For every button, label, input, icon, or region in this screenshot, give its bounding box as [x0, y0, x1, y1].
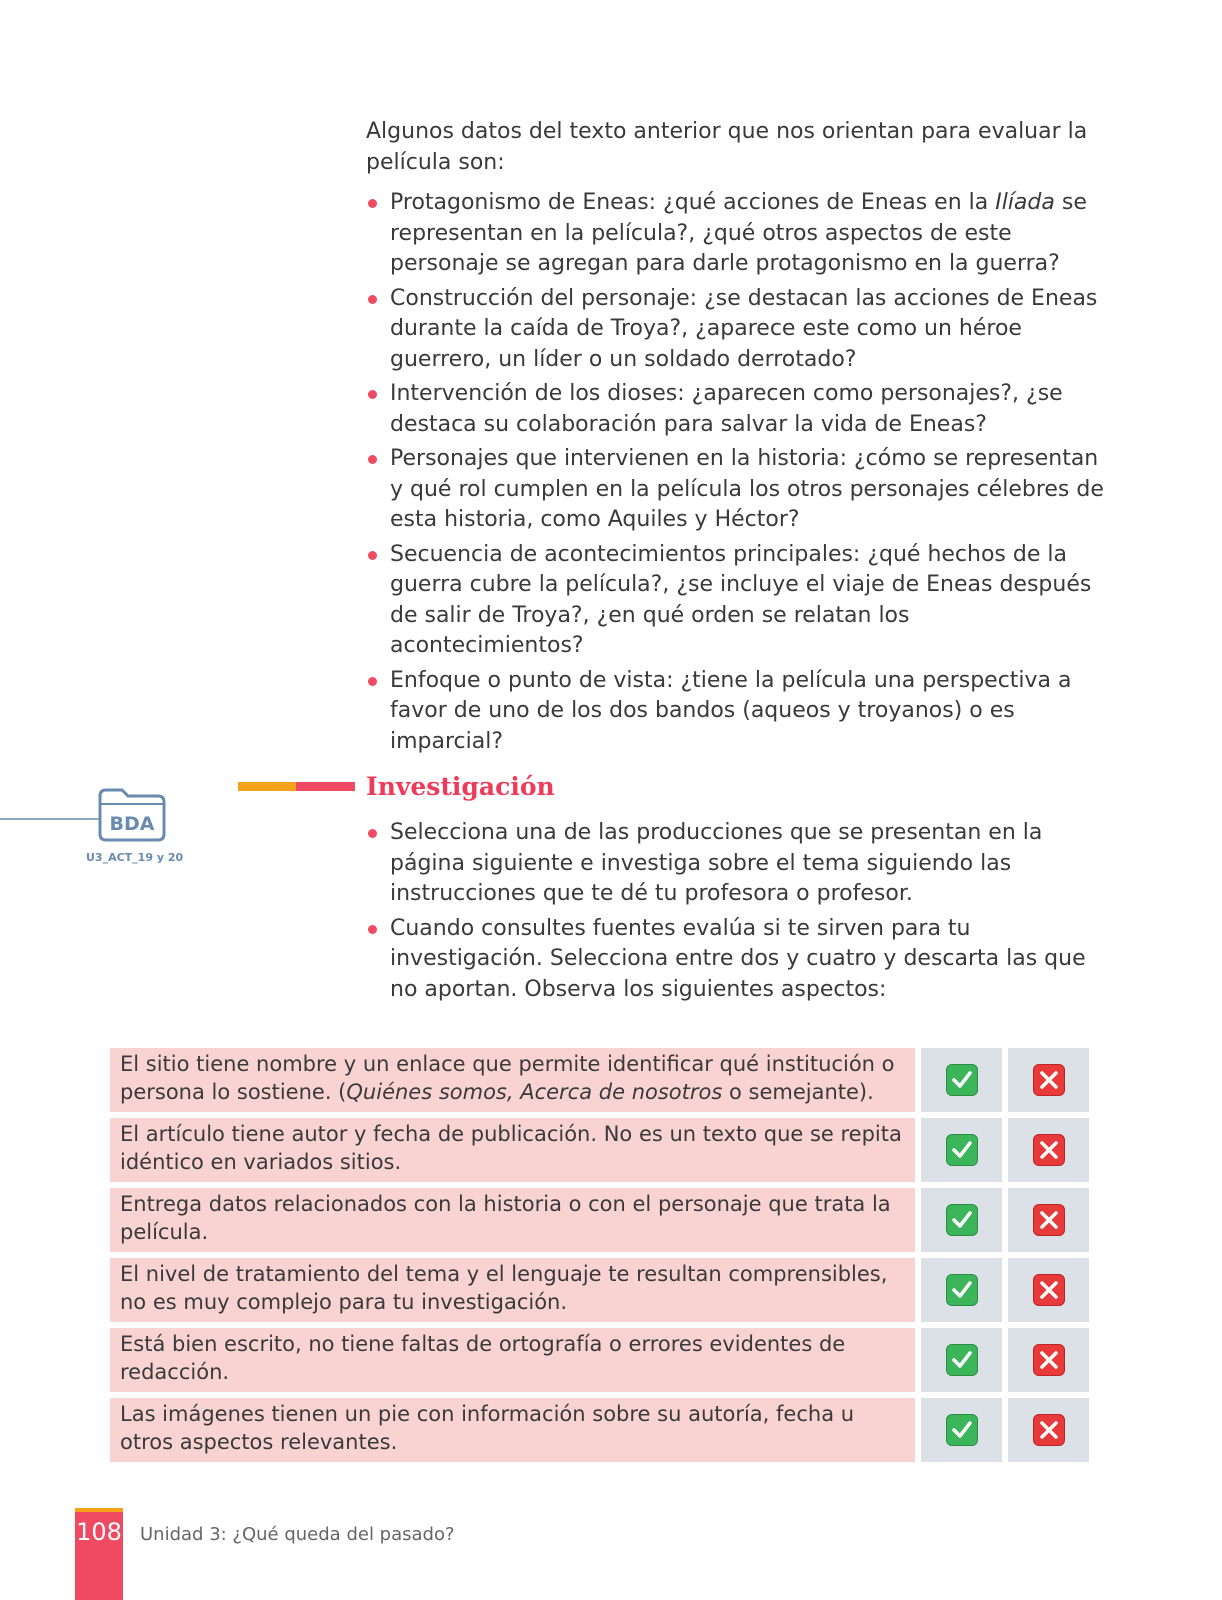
criterion-cell: [110, 1048, 915, 1112]
bda-code: U3_ACT_19 y 20: [86, 851, 184, 864]
list-item: [366, 540, 1106, 662]
table-row: [110, 1118, 1089, 1182]
table-row: [110, 1328, 1089, 1392]
cross-mark-icon[interactable]: [1033, 1134, 1065, 1166]
table-row: [110, 1398, 1089, 1462]
check-cell: [921, 1328, 1002, 1392]
bullet-dot-icon: [368, 295, 377, 304]
check-mark-icon[interactable]: [946, 1204, 978, 1236]
text-segment: Intervención de los dioses: ¿aparecen como personajes?, ¿se destaca su colaboración para salvar la vida de Eneas?: [390, 381, 1063, 437]
cross-cell: [1008, 1048, 1089, 1112]
check-mark-icon[interactable]: [946, 1414, 978, 1446]
list-item-text: Selecciona una de las producciones que se presentan en la página siguiente e investiga sobre el tema siguiendo las instrucciones que te dé tu profesora o profesor.: [390, 820, 1043, 906]
check-cell: [921, 1258, 1002, 1322]
cross-cell: [1008, 1188, 1089, 1252]
list-item: [366, 444, 1106, 536]
cross-mark-icon[interactable]: [1033, 1414, 1065, 1446]
cross-cell: [1008, 1258, 1089, 1322]
text-segment: El artículo tiene autor y fecha de publicación. No es un texto que se repita idéntico en variados sitios.: [120, 1122, 902, 1174]
list-item: [366, 818, 1106, 910]
criterion-cell: [110, 1118, 915, 1182]
text-segment: Enfoque o punto de vista: ¿tiene la película una perspectiva a favor de uno de los dos bandos (aqueos y troyanos) o es imparcial?: [390, 667, 1072, 754]
page-number: 108: [76, 1518, 122, 1546]
table-row: [110, 1048, 1089, 1112]
criterion-cell: [110, 1328, 915, 1392]
table-row: [110, 1188, 1089, 1252]
cross-cell: [1008, 1118, 1089, 1182]
cross-mark-icon[interactable]: [1033, 1344, 1065, 1376]
text-segment: Entrega datos relacionados con la historia o con el personaje que trata la película.: [120, 1192, 891, 1244]
bullet-dot-icon: [368, 455, 377, 464]
bullet-dot-icon: [368, 390, 377, 399]
intro-paragraph: Algunos datos del texto anterior que nos orientan para evaluar la película son:: [366, 119, 1088, 175]
bda-connector-line: [0, 818, 110, 820]
list-item: [366, 188, 1106, 280]
bullet-dot-icon: [368, 677, 377, 686]
table-row: [110, 1258, 1089, 1322]
check-cell: [921, 1048, 1002, 1112]
cross-cell: [1008, 1398, 1089, 1462]
cross-mark-icon[interactable]: [1033, 1204, 1065, 1236]
bullet-dot-icon: [368, 199, 377, 208]
text-segment: Las imágenes tienen un pie con información sobre su autoría, fecha u otros aspectos relevantes.: [120, 1402, 855, 1454]
check-cell: [921, 1188, 1002, 1252]
bda-label: BDA: [109, 813, 155, 835]
text-segment: Secuencia de acontecimientos principales: ¿qué hechos de la guerra cubre la película?, ¿se incluye el viaje de Eneas después de salir de Troya?, ¿en qué orden se relatan los acontecimientos?: [390, 541, 1092, 658]
criterion-cell: [110, 1398, 915, 1462]
list-item: [366, 914, 1106, 1006]
text-segment: Está bien escrito, no tiene faltas de ortografía o errores evidentes de redacción.: [120, 1332, 846, 1384]
unit-label: Unidad 3: ¿Qué queda del pasado?: [140, 1524, 455, 1545]
evaluation-criteria-list: [366, 188, 1106, 761]
bullet-dot-icon: [368, 551, 377, 560]
check-cell: [921, 1398, 1002, 1462]
accent-bar-red: [296, 782, 355, 791]
check-cell: [921, 1118, 1002, 1182]
source-checklist-table: [104, 1042, 1095, 1468]
cross-mark-icon[interactable]: [1033, 1274, 1065, 1306]
text-segment: se representan en la película?, ¿qué otros aspectos de este personaje se agregan para darle protagonismo en la guerra?: [390, 190, 1087, 276]
criterion-cell: [110, 1258, 915, 1322]
check-mark-icon[interactable]: [946, 1134, 978, 1166]
section-title: Investigación: [366, 772, 555, 801]
cross-cell: [1008, 1328, 1089, 1392]
text-segment: o semejante).: [722, 1080, 874, 1104]
list-item-text: Cuando consultes fuentes evalúa si te sirven para tu investigación. Selecciona entre dos y cuatro y descarta las que no aportan. Observa los siguientes aspectos:: [390, 915, 1086, 1002]
investigation-steps-list: [366, 818, 1106, 1009]
text-segment: El sitio tiene nombre y un enlace que permite identificar qué institución o persona lo sostiene. (: [120, 1052, 895, 1104]
check-mark-icon[interactable]: [946, 1344, 978, 1376]
bda-folder-icon[interactable]: [96, 786, 168, 842]
emphasized-text: Quiénes somos, Acerca de nosotros: [346, 1080, 723, 1104]
bullet-dot-icon: [368, 925, 377, 934]
cross-mark-icon[interactable]: [1033, 1064, 1065, 1096]
text-segment: Protagonismo de Eneas: ¿qué acciones de Eneas en la: [390, 190, 996, 215]
check-mark-icon[interactable]: [946, 1064, 978, 1096]
criterion-cell: [110, 1188, 915, 1252]
emphasized-text: Ilíada: [995, 190, 1055, 215]
list-item: [366, 666, 1106, 758]
check-mark-icon[interactable]: [946, 1274, 978, 1306]
text-segment: Construcción del personaje: ¿se destacan las acciones de Eneas durante la caída de Troya?, ¿aparece este como un héroe guerrero, un líder o un soldado derrotado?: [390, 285, 1098, 372]
bullet-dot-icon: [368, 829, 377, 838]
list-item: [366, 379, 1106, 440]
text-segment: El nivel de tratamiento del tema y el lenguaje te resultan comprensibles, no es muy complejo para tu investigación.: [120, 1262, 888, 1314]
accent-bar-orange: [238, 782, 296, 791]
text-segment: Personajes que intervienen en la historia: ¿cómo se representan y qué rol cumplen en la película los otros personajes célebres de esta historia, como Aquiles y Héctor?: [390, 446, 1104, 532]
list-item: [366, 284, 1106, 376]
